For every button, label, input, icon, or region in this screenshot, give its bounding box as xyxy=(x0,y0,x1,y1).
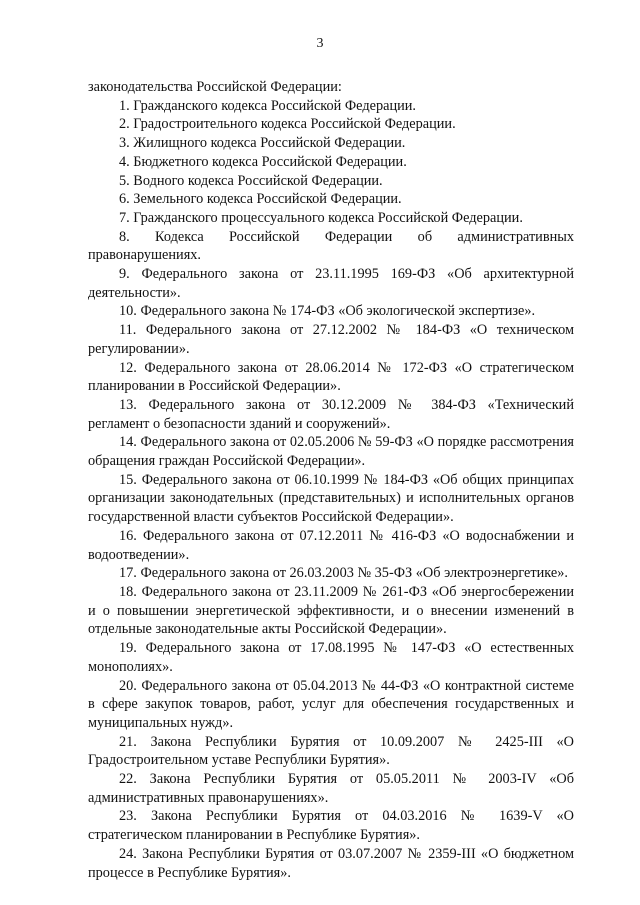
list-item: 15. Федерального закона от 06.10.1999 № 184-ФЗ «Об общих принципах организации законодательных (представительных) и исполнительных органов государственной власти субъектов Российской Федерации». xyxy=(88,471,574,526)
list-item: 5. Водного кодекса Российской Федерации. xyxy=(119,172,383,189)
list-item: 8. Кодекса Российской Федерации об административных правонарушениях. xyxy=(88,228,574,264)
list-item: 17. Федерального закона от 26.03.2003 № 35-ФЗ «Об электроэнергетике». xyxy=(119,565,568,582)
list-item: 11. Федерального закона от 27.12.2002 № 184-ФЗ «О техническом регулировании». xyxy=(88,322,574,357)
document-body xyxy=(88,78,574,882)
list-item: 24. Закона Республики Бурятия от 03.07.2007 № 2359-III «О бюджетном процессе в Республике Бурятия». xyxy=(88,845,574,881)
list-item: 1. Гражданского кодекса Российской Федерации. xyxy=(119,97,416,114)
list-item: 12. Федерального закона от 28.06.2014 № 172-ФЗ «О стратегическом планировании в Российской Федерации». xyxy=(88,359,574,395)
list-item: 18. Федерального закона от 23.11.2009 № 261-ФЗ «Об энергосбережении и о повышении энергетической эффективности, и о внесении изменений в отдельные законодательные акты Российской Федерации». xyxy=(88,583,574,638)
list-item: 4. Бюджетного кодекса Российской Федерации. xyxy=(119,153,407,170)
list-item: 3. Жилищного кодекса Российской Федерации. xyxy=(119,135,406,152)
page-number: 3 xyxy=(316,36,324,51)
list-item: 20. Федерального закона от 05.04.2013 № 44-ФЗ «О контрактной системе в сфере закупок товаров, работ, услуг для обеспечения государственных и муниципальных нужд». xyxy=(88,677,574,731)
list-item: 14. Федерального закона от 02.05.2006 № 59-ФЗ «О порядке рассмотрения обращения граждан Российской Федерации». xyxy=(88,434,574,470)
list-item: 23. Закона Республики Бурятия от 04.03.2016 № 1639-V «О стратегическом планировании в Республике Бурятия». xyxy=(88,808,574,844)
list-item: 7. Гражданского процессуального кодекса Российской Федерации. xyxy=(119,209,523,226)
list-item: 21. Закона Республики Бурятия от 10.09.2007 № 2425-III «О Градостроительном уставе Республики Бурятия». xyxy=(88,733,574,769)
list-item: 22. Закона Республики Бурятия от 05.05.2011 № 2003-IV «Об административных правонарушениях». xyxy=(88,771,574,806)
list-item: 6. Земельного кодекса Российской Федерации. xyxy=(119,191,402,208)
list-item: 16. Федерального закона от 07.12.2011 № 416-ФЗ «О водоснабжении и водоотведении». xyxy=(88,527,574,563)
list-item: 19. Федерального закона от 17.08.1995 № 147-ФЗ «О естественных монополиях». xyxy=(88,640,574,675)
lead-line: законодательства Российской Федерации: xyxy=(88,79,342,95)
list-item: 2. Градостроительного кодекса Российской Федерации. xyxy=(119,116,456,133)
list-item: 9. Федерального закона от 23.11.1995 169-ФЗ «Об архитектурной деятельности». xyxy=(88,266,574,301)
list-item: 13. Федерального закона от 30.12.2009 № 384-ФЗ «Технический регламент о безопасности зданий и сооружений». xyxy=(88,396,574,432)
list-item: 10. Федерального закона № 174-ФЗ «Об экологической экспертизе». xyxy=(119,303,536,320)
